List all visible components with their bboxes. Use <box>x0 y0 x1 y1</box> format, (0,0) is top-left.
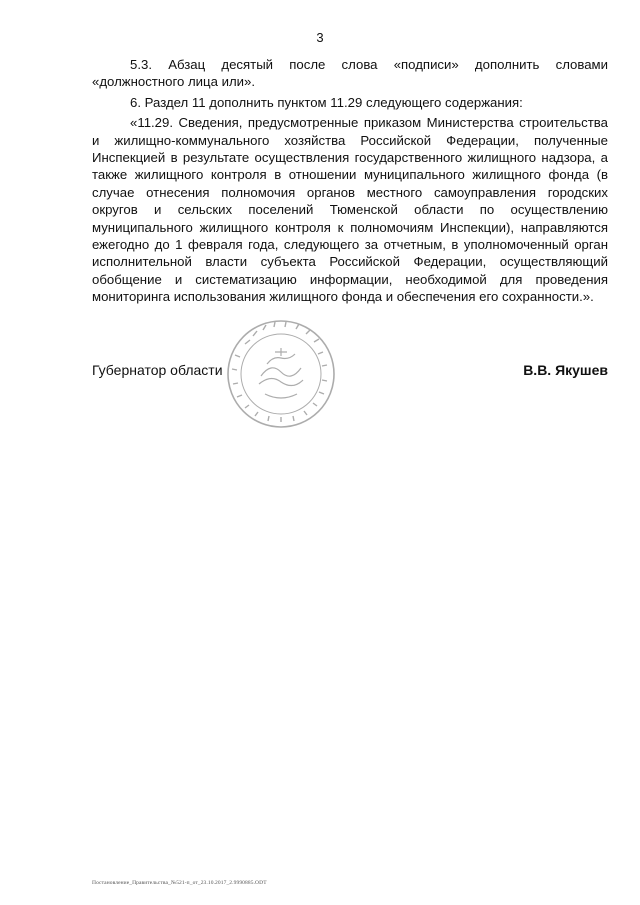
official-seal-icon <box>225 318 337 430</box>
paragraph-6: 6. Раздел 11 дополнить пунктом 11.29 следующего содержания: <box>130 94 523 110</box>
signatory-title: Губернатор области <box>92 362 223 378</box>
document-body <box>92 56 608 306</box>
signature-block <box>92 362 608 386</box>
page-number: 3 <box>316 30 324 45</box>
paragraph-11-29: «11.29. Сведения, предусмотренные приказом Министерства строительства и жилищно-коммунального хозяйства Российской Федерации, полученные Инспекцией в результате осуществления государственного жилищного надзора, а также жилищного контроля в отношении муниципального жилищного фонда (в случае отнесения полномочия органов местного самоуправления городских округов и сельских поселений Тюменской области по осуществлению муниципального жилищного контроля к полномочиям Инспекции), направляются ежегодно до 1 февраля года, следующего за отчетным, в уполномоченный орган исполнительной власти субъекта Российской Федерации, осуществляющий обобщение и систематизацию информации, необходимой для проведения мониторинга использования жилищного фонда и обеспечения его сохранности.». <box>92 115 608 305</box>
signatory-name: В.В. Якушев <box>523 362 608 378</box>
footer-file-name: Постановление_Правительства_№521-п_от_23.10.2017_2.9990885.ODT <box>92 880 267 886</box>
paragraph-5-3: 5.3. Абзац десятый после слова «подписи» дополнить словами «должностного лица или». <box>92 57 608 90</box>
